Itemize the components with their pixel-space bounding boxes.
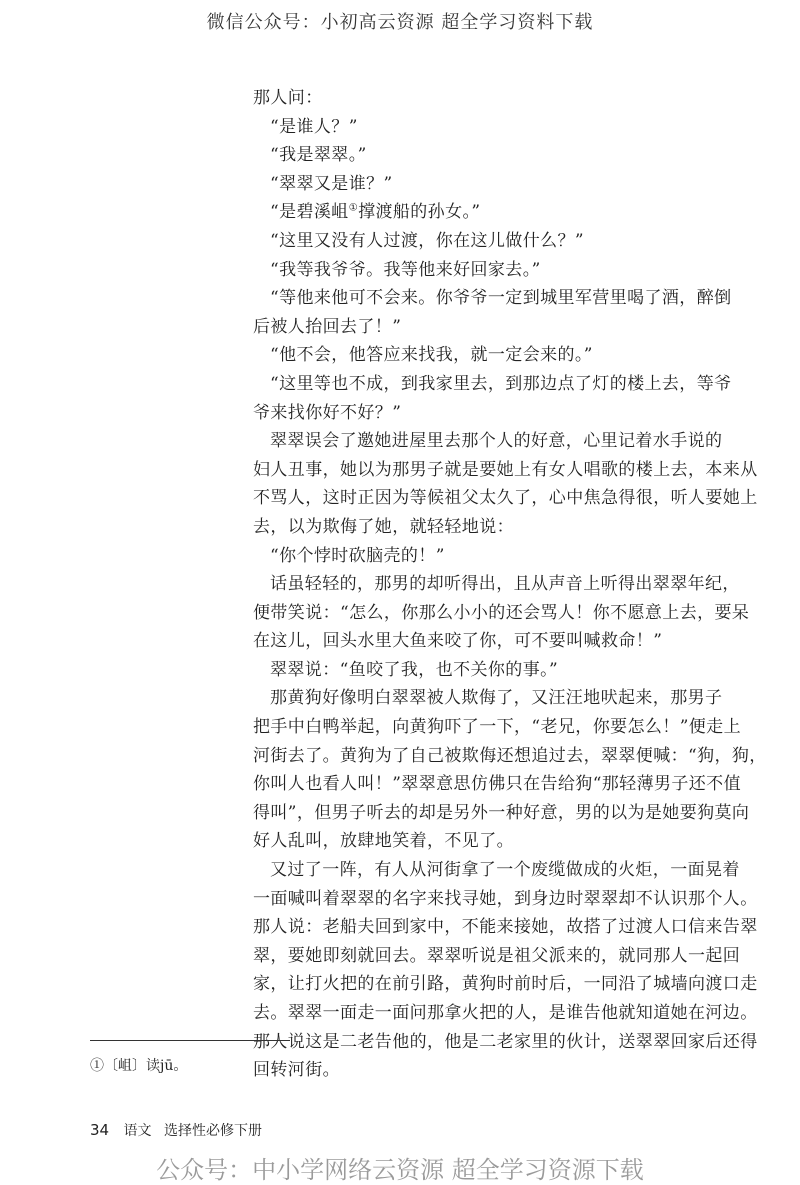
text-line: 那黄狗好像明白翠翠被人欺侮了，又汪汪地吠起来，那男子 [270, 688, 723, 709]
text-line: 爷来找你好不好？” [253, 402, 402, 423]
text-line: “这里等也不成，到我家里去，到那边点了灯的楼上去，等爷 [270, 373, 732, 394]
text-line: 便带笑说：“怎么，你那么小小的还会骂人！你不愿意上去，要呆 [253, 602, 750, 623]
page-footer [90, 1120, 262, 1140]
text-line: 去，以为欺侮了她，就轻轻地说： [253, 516, 514, 537]
text-line: “翠翠又是谁？” [270, 173, 393, 194]
text-line: 话虽轻轻的，那男的却听得出，且从声音上听得出翠翠年纪， [270, 574, 740, 595]
text-line: 妇人丑事，她以为那男子就是要她上有女人唱歌的楼上去，本来从 [253, 459, 758, 480]
book-subtitle: 选择性必修下册 [164, 1123, 262, 1139]
text-line: “是谁人？” [270, 116, 358, 137]
header-watermark: 微信公众号：小初高云资源 超全学习资料下载 [206, 12, 594, 33]
text-line: 那人说：老船夫回到家中，不能来接她，故搭了过渡人口信来告翠 [253, 917, 758, 938]
text-line: 把手中白鸭举起，向黄狗吓了一下，“老兄，你要怎么！”便走上 [253, 717, 741, 738]
footnote: ①〔岨〕读jū。 [90, 1058, 188, 1074]
text-line: 那人问： [253, 88, 323, 108]
text-line: 翠，要她即刻就回去。翠翠听说是祖父派来的，就同那人一起回 [253, 945, 741, 966]
text-line: 河街去了。黄狗为了自己被欺侮还想追过去，翠翠便喊：“狗，狗， [253, 745, 767, 766]
text-line: 好人乱叫，放肆地笑着，不见了。 [253, 831, 514, 852]
page-number: 34 [90, 1121, 110, 1139]
text-line: 后被人抬回去了！” [253, 316, 402, 337]
text-line: “这里又没有人过渡，你在这儿做什么？” [270, 230, 584, 251]
text-line: 一面喊叫着翠翠的名字来找寻她，到身边时翠翠却不认识那个人。 [253, 888, 758, 909]
text-line: 不骂人，这时正因为等候祖父太久了，心中焦急得很，听人要她上 [253, 488, 758, 509]
footnote-marker: ① [348, 202, 359, 214]
text-body [253, 84, 775, 1085]
footnote-divider [90, 1040, 290, 1041]
text-line: 又过了一阵，有人从河街拿了一个废缆做成的火炬，一面晃着 [270, 860, 740, 881]
text-line: 那人说这是二老告他的，他是二老家里的伙计，送翠翠回家后还得 [253, 1031, 758, 1052]
text-line-with-footnote [253, 198, 775, 227]
text-segment: 撑渡船的孙女。” [358, 202, 481, 223]
text-line: “等他来他可不会来。你爷爷一定到城里军营里喝了酒，醉倒 [270, 288, 732, 309]
footer-watermark: 公众号：中小学网络云资源 超全学习资源下载 [156, 1156, 644, 1184]
text-line: “我等我爷爷。我等他来好回家去。” [270, 259, 541, 280]
text-line: “我是翠翠。” [270, 145, 367, 166]
text-line: 回转河街。 [253, 1060, 340, 1081]
text-line: 翠翠误会了邀她进屋里去那个人的好意，心里记着水手说的 [270, 431, 723, 452]
text-line: 去。翠翠一面走一面问那拿火把的人，是谁告他就知道她在河边。 [253, 1003, 758, 1023]
text-line: 在这儿，回头水里大鱼来咬了你，可不要叫喊救命！” [253, 631, 663, 652]
text-line: “你个悖时砍脑壳的！” [270, 545, 445, 566]
text-line: 得叫”，但男子听去的却是另外一种好意，男的以为是她要狗莫向 [253, 802, 750, 823]
book-title: 语文 [123, 1123, 152, 1139]
text-line: 翠翠说：“鱼咬了我，也不关你的事。” [270, 659, 559, 680]
text-segment: “是碧溪岨 [270, 202, 349, 223]
text-line: 家，让打火把的在前引路，黄狗时前时后，一同沿了城墙向渡口走 [253, 974, 758, 995]
text-line: “他不会，他答应来找我，就一定会来的。” [270, 345, 593, 366]
text-line: 你叫人也看人叫！”翠翠意思仿佛只在告给狗“那轻薄男子还不值 [253, 774, 741, 795]
